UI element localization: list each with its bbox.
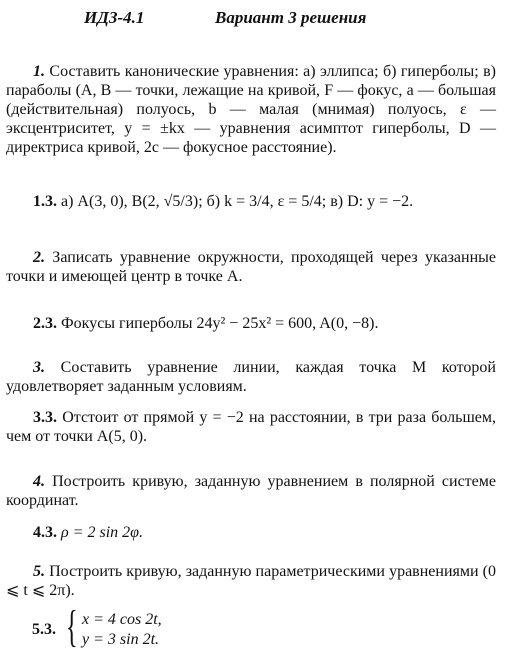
task-text: Составить канонические уравнения: а) эллипса; б) гиперболы; в) параболы (A, B — точки, лежащие на кривой, F — фокус, a — большая (действительная) полуось, b — малая (мнимая) полуось, ε — эксцентриситет, y = ±kx — уравнения асимптот гиперболы, D — директриса кривой, 2c — фокусное расстояние). [6, 63, 497, 156]
task-4 [6, 472, 496, 510]
variant-number: 3.3. [33, 409, 57, 426]
variant-number: 1.3. [33, 193, 57, 210]
variant-3-3 [6, 408, 496, 446]
task-text: Построить кривую, заданную уравнением в полярной системе координат. [6, 473, 497, 509]
system-brace: { [66, 602, 78, 651]
variant-title: Вариант 3 решения [215, 8, 367, 27]
variant-text: Фокусы гиперболы 24y² − 25x² = 600, A(0, −8). [61, 315, 379, 332]
task-number: 4. [33, 473, 45, 490]
task-text: Записать уравнение окружности, проходящей через указанные точки и имеющей центр в точке A. [6, 249, 497, 285]
task-1 [6, 62, 496, 157]
task-number: 5. [33, 563, 45, 580]
task-number: 1. [33, 63, 45, 80]
variant-number: 4.3. [33, 524, 57, 541]
variant-text: ρ = 2 sin 2φ. [61, 524, 143, 541]
task-5 [6, 562, 496, 600]
task-number: 3. [33, 359, 45, 376]
task-text: Построить кривую, заданную параметрическими уравнениями (0 ⩽ t ⩽ 2π). [6, 563, 496, 599]
task-3 [6, 358, 496, 396]
task-number: 2. [33, 249, 45, 266]
variant-number: 2.3. [33, 315, 57, 332]
variant-number: 5.3. [32, 621, 56, 638]
task-text: Составить уравнение линии, каждая точка M которой удовлетворяет заданным условиям. [6, 359, 496, 395]
variant-text: а) A(3, 0), B(2, √5/3); б) k = 3/4, ε = 5/4; в) D: y = −2. [61, 193, 414, 210]
variant-4-3 [6, 523, 496, 542]
system-equation-y: y = 3 sin 2t. [82, 631, 160, 648]
system-equation-x: x = 4 cos 2t, [82, 611, 162, 628]
variant-text: Отстоит от прямой y = −2 на расстоянии, в три раза большем, чем от точки A(5, 0). [6, 409, 497, 445]
variant-1-3 [6, 192, 496, 211]
task-2 [6, 248, 496, 286]
page-header [84, 8, 464, 32]
assignment-code: ИДЗ-4.1 [84, 8, 145, 27]
variant-2-3 [6, 314, 496, 333]
